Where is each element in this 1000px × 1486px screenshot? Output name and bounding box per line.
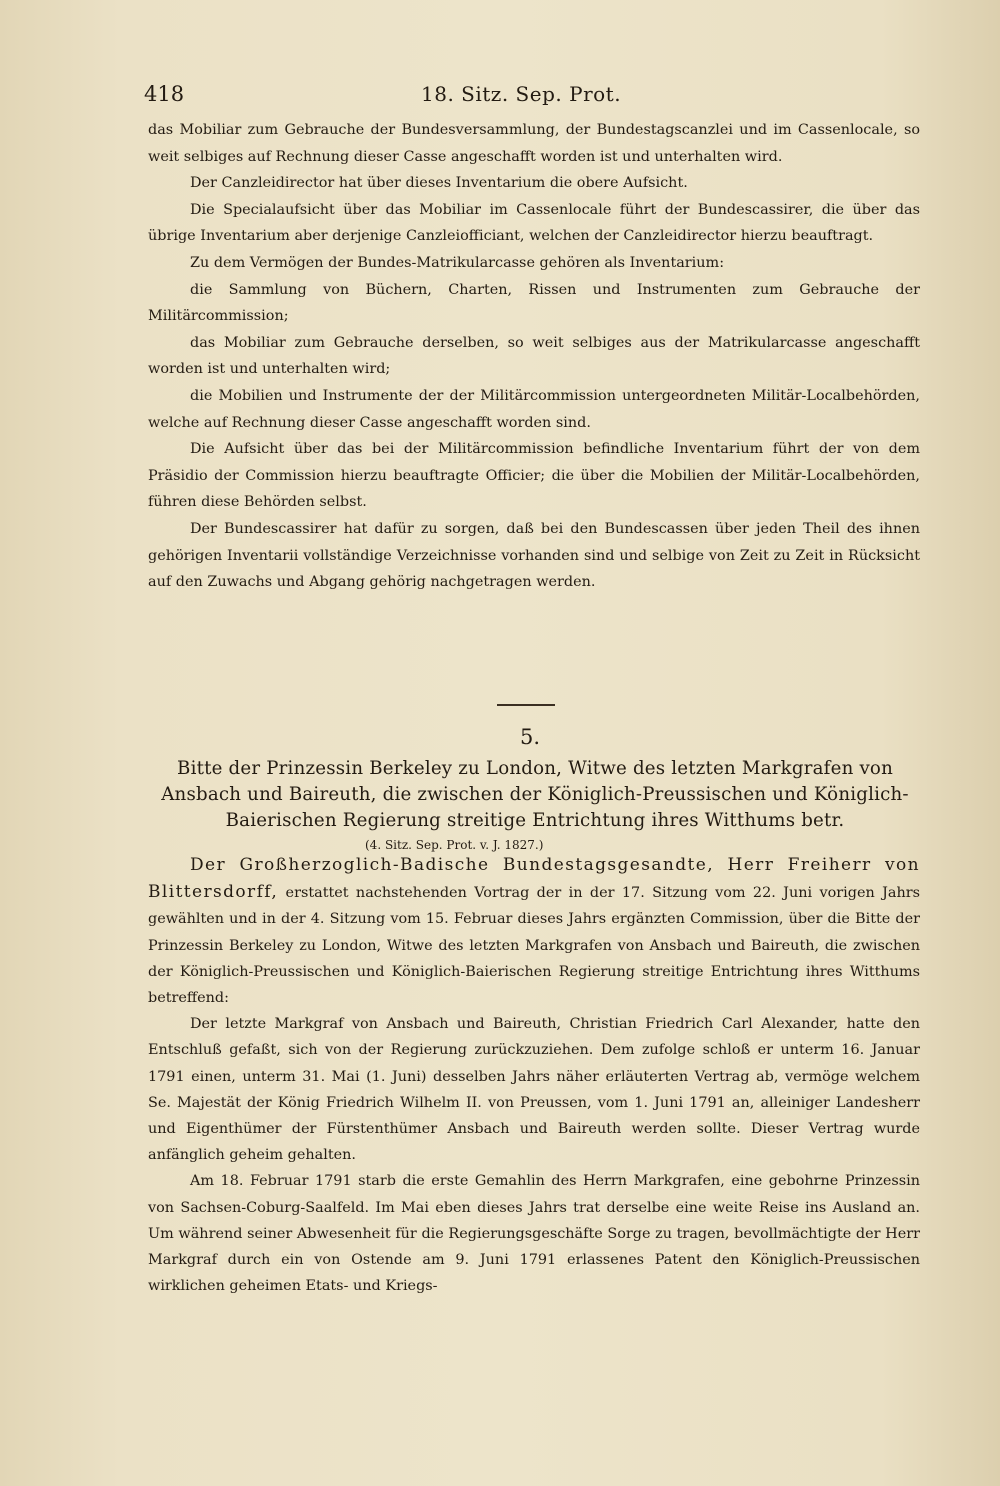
paragraph: das Mobiliar zum Gebrauche derselben, so weit selbiges aus der Matrikularcasse angeschafft worden ist und unterhalten wird; (148, 334, 920, 378)
section-divider (497, 704, 555, 706)
paragraph: das Mobiliar zum Gebrauche der Bundesversammlung, der Bundestagscanzlei und im Cassenlocale, so weit selbiges auf Rechnung dieser Casse angeschafft worden ist und unterhalten wird. (148, 122, 920, 165)
paragraph: Der Canzleidirector hat über dieses Inventarium die obere Aufsicht. (190, 175, 688, 192)
page-number: 418 (144, 82, 185, 106)
section-title: Bitte der Prinzessin Berkeley zu London, Witwe des letzten Markgrafen von Ansbach und Baireuth, die zwischen der Königlich-Preussischen und Königlich-Baierischen Regierung streitige Entrichtung ihres Witthums betr. (161, 758, 909, 831)
paragraph: Die Aufsicht über das bei der Militärcommission befindliche Inventarium führt der von dem Präsidio der Commission hierzu beauftragte Officier; die über die Mobilien der Militär-Localbehörden, führen diese Behörden selbst. (148, 441, 920, 511)
section-heading (150, 756, 920, 854)
report-opening-paragraph (148, 852, 920, 1011)
running-head: 18. Sitz. Sep. Prot. (421, 82, 622, 106)
speaker-name: Der Großherzoglich-Badische Bundestagsgesandte, Herr Freiherr von Blittersdorff, (148, 855, 920, 903)
paragraph: Der letzte Markgraf von Ansbach und Baireuth, Christian Friedrich Carl Alexander, hatte den Entschluß gefaßt, sich von der Regierung zurückzuziehen. Dem zufolge schloß er unterm 16. Januar 1791 einen, unterm 31. Mai (1. Juni) desselben Jahrs näher erläuterten Vertrag ab, vermöge welchem Se. Majestät der König Friedrich Wilhelm II. von Preussen, vom 1. Juni 1791 an, alleiniger Landesherr und Eigenthümer der Fürstenthümer Ansbach und Baireuth werden sollte. Dieser Vertrag wurde anfänglich geheim gehalten. (148, 1016, 920, 1164)
commission-report-text (148, 852, 920, 1299)
paragraph: Am 18. Februar 1791 starb die erste Gemahlin des Herrn Markgrafen, eine gebohrne Prinzessin von Sachsen-Coburg-Saalfeld. Im Mai eben dieses Jahrs trat derselbe eine weite Reise ins Ausland an. Um während seiner Abwesenheit für die Regierungsgeschäfte Sorge zu tragen, bevollmächtigte der Herr Markgraf durch ein von Ostende am 9. Juni 1791 erlassenes Patent den Königlich-Preussischen wirklichen geheimen Etats- und Kriegs- (148, 1173, 920, 1295)
paragraph: die Mobilien und Instrumente der der Militärcommission untergeordneten Militär-Localbehörden, welche auf Rechnung dieser Casse angeschafft worden sind. (148, 387, 920, 431)
protocol-reference: (4. Sitz. Sep. Prot. v. J. 1827.) (365, 838, 544, 852)
paragraph: Die Specialaufsicht über das Mobiliar im Cassenlocale führt der Bundescassirer, die über das übrige Inventarium aber derjenige Canzleiofficiant, welchen der Canzleidirector hierzu beauftragt. (148, 201, 920, 245)
paragraph: die Sammlung von Büchern, Charten, Rissen und Instrumenten zum Gebrauche der Militärcommission; (148, 281, 920, 325)
inventory-regulations-text (148, 117, 920, 596)
page-header (140, 80, 930, 114)
paragraph: Zu dem Vermögen der Bundes-Matrikularcasse gehören als Inventarium: (190, 254, 725, 271)
report-opening-text: erstattet nachstehenden Vortrag der in der 17. Sitzung vom 22. Juni vorigen Jahrs gewählten und in der 4. Sitzung vom 15. Februar dieses Jahrs ergänzten Commission, über die Bitte der Prinzessin Berkeley zu London, Witwe des letzten Markgrafen von Ansbach und Baireuth, die zwischen der Königlich-Preussischen und Königlich-Baierischen Regierung streitige Entrichtung ihres Witthums betreffend: (148, 885, 920, 1007)
paragraph: Der Bundescassirer hat dafür zu sorgen, daß bei den Bundescassen über jeden Theil des ihnen gehörigen Inventarii vollständige Verzeichnisse vorhanden sind und selbige von Zeit zu Zeit in Rücksicht auf den Zuwachs und Abgang gehörig nachgetragen werden. (148, 520, 920, 591)
section-number: 5. (519, 725, 541, 749)
